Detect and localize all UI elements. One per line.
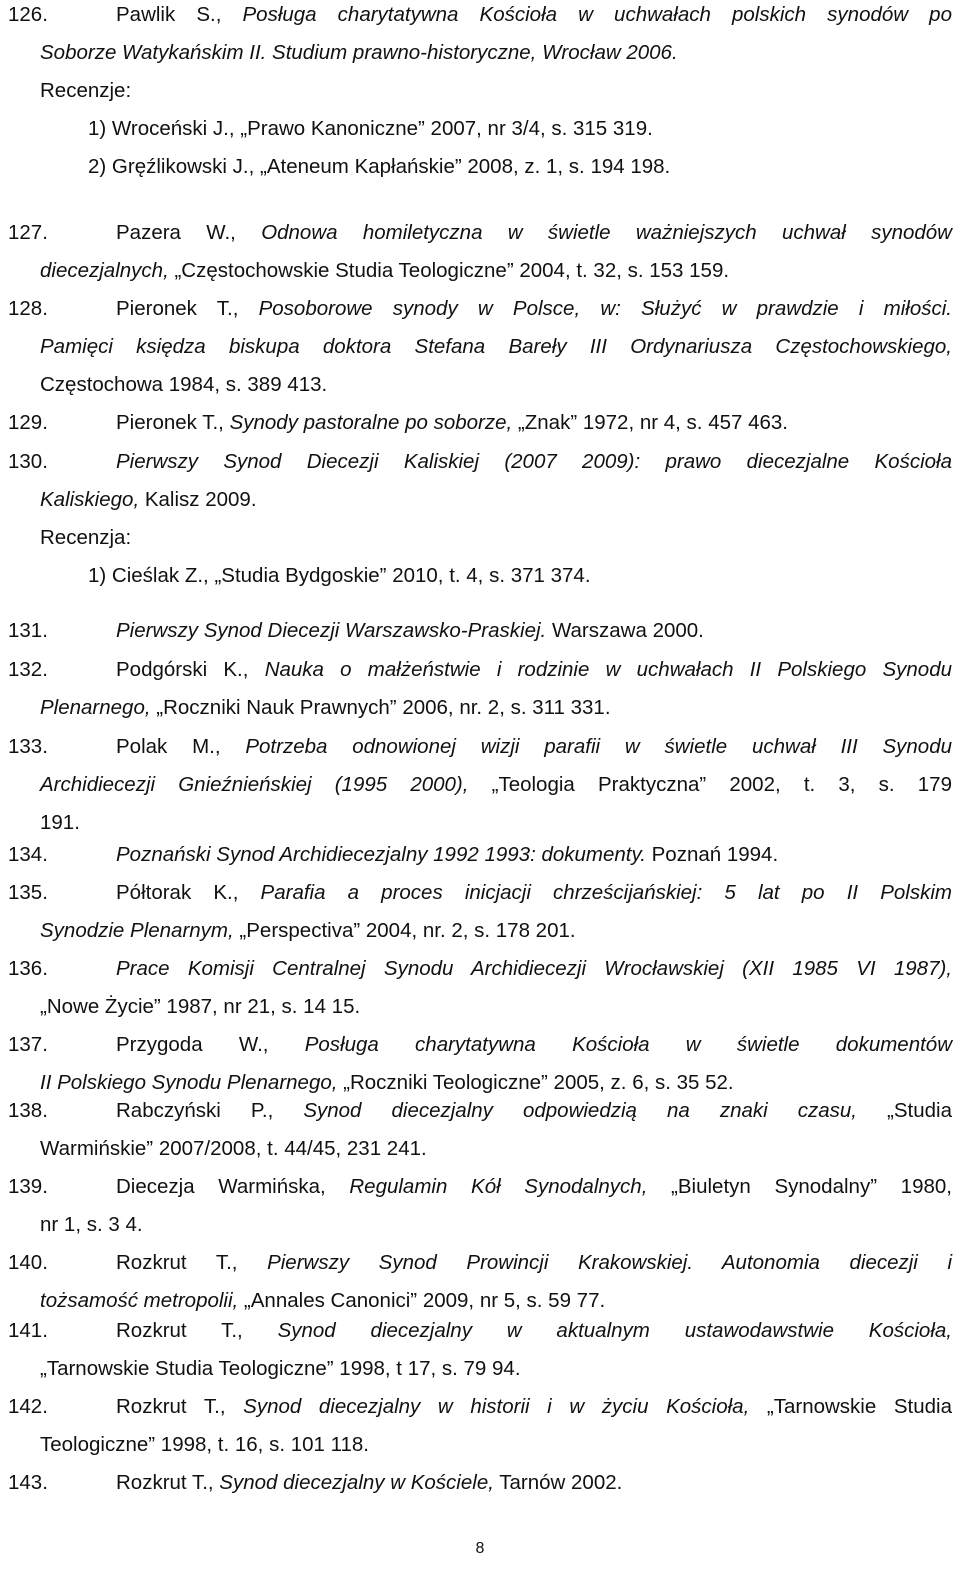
author: Przygoda W., bbox=[116, 1033, 305, 1056]
title: Pierwszy Synod Prowincji Krakowskiej. Autonomia diecezji i bbox=[267, 1251, 952, 1274]
entry-line bbox=[116, 874, 952, 912]
title: Parafia a proces inicjacji chrześcijańskiej: 5 lat po II Polskim bbox=[260, 881, 952, 904]
source: Kalisz 2009. bbox=[139, 488, 257, 511]
title: Synod diecezjalny w Kościele, bbox=[219, 1471, 494, 1494]
entry-line bbox=[116, 404, 788, 442]
entry-line: „Tarnowskie Studia Teologiczne” 1998, t 17, s. 79 94. bbox=[40, 1357, 521, 1380]
entry-line bbox=[116, 836, 778, 874]
bib-entry-133 bbox=[8, 728, 952, 842]
bib-entry-135 bbox=[8, 874, 952, 950]
source: „Perspectiva” 2004, nr. 2, s. 178 201. bbox=[233, 919, 576, 942]
entry-line bbox=[116, 1464, 622, 1502]
source: „Teologia Praktyczna” 2002, t. 3, s. 179 bbox=[468, 773, 952, 796]
author: Rozkrut T., bbox=[116, 1251, 268, 1274]
entry-line: Teologiczne” 1998, t. 16, s. 101 118. bbox=[40, 1433, 369, 1456]
author: Rozkrut T., bbox=[116, 1319, 278, 1342]
entry-line bbox=[116, 651, 952, 689]
title: Synod diecezjalny odpowiedzią na znaki czasu, bbox=[303, 1099, 857, 1122]
entry-number: 143. bbox=[8, 1471, 48, 1494]
source: Warszawa 2000. bbox=[546, 619, 704, 642]
title: Kaliskiego, bbox=[40, 488, 140, 511]
review-item: 2) Gręźlikowski J., „Ateneum Kapłańskie” 2008, z. 1, s. 194 198. bbox=[88, 155, 671, 178]
entry-number: 142. bbox=[8, 1395, 48, 1418]
entry-number: 141. bbox=[8, 1319, 48, 1342]
title: Odnowa homiletyczna w świetle ważniejszych uchwał synodów bbox=[261, 221, 952, 244]
entry-line: „Nowe Życie” 1987, nr 21, s. 14 15. bbox=[40, 995, 361, 1018]
title: Archidiecezji Gnieźnieńskiej (1995 2000), bbox=[40, 773, 469, 796]
entry-number: 136. bbox=[8, 957, 48, 980]
entry-line bbox=[40, 328, 952, 366]
author: Rabczyński P., bbox=[116, 1099, 304, 1122]
title: Pamięci księdza biskupa doktora Stefana Bareły III Ordynariusza Częstochowskiego, bbox=[40, 335, 952, 358]
bib-entry-128 bbox=[8, 290, 952, 404]
title: Synody pastoralne po soborze, bbox=[229, 411, 513, 434]
entry-line: nr 1, s. 3 4. bbox=[40, 1213, 143, 1236]
source: „Tarnowskie Studia bbox=[749, 1395, 953, 1418]
entry-number: 134. bbox=[8, 843, 48, 866]
page-number: 8 bbox=[475, 1540, 485, 1557]
bib-entry-140 bbox=[8, 1244, 952, 1320]
entry-line bbox=[116, 1244, 952, 1282]
entry-number: 139. bbox=[8, 1175, 48, 1198]
title: Potrzeba odnowionej wizji parafii w świetle uchwał III Synodu bbox=[245, 735, 953, 758]
author: Podgórski K., bbox=[116, 658, 265, 681]
entry-line bbox=[40, 766, 952, 804]
source: „Roczniki Nauk Prawnych” 2006, nr. 2, s. 311 331. bbox=[150, 696, 611, 719]
author: Rozkrut T., bbox=[116, 1395, 244, 1418]
bib-entry-134 bbox=[8, 836, 952, 874]
review-item: 1) Wroceński J., „Prawo Kanoniczne” 2007, nr 3/4, s. 315 319. bbox=[88, 117, 653, 140]
source: Tarnów 2002. bbox=[493, 1471, 623, 1494]
entry-number: 129. bbox=[8, 411, 48, 434]
title: II Polskiego Synodu Plenarnego, bbox=[40, 1071, 338, 1094]
entry-number: 131. bbox=[8, 619, 48, 642]
entry-line bbox=[40, 912, 576, 950]
entry-line bbox=[40, 252, 729, 290]
title: Synodzie Plenarnym, bbox=[40, 919, 234, 942]
review-item: 1) Cieślak Z., „Studia Bydgoskie” 2010, t. 4, s. 371 374. bbox=[88, 564, 591, 587]
entry-line: Warmińskie” 2007/2008, t. 44/45, 231 241. bbox=[40, 1137, 427, 1160]
source: „Częstochowskie Studia Teologiczne” 2004, t. 32, s. 153 159. bbox=[168, 259, 730, 282]
bib-entry-143 bbox=[8, 1464, 952, 1502]
entry-line bbox=[116, 290, 952, 328]
entry-line bbox=[116, 443, 952, 481]
entry-number: 133. bbox=[8, 735, 48, 758]
entry-line bbox=[116, 1168, 952, 1206]
title: Synod diecezjalny w aktualnym ustawodawstwie Kościoła, bbox=[277, 1319, 952, 1342]
entry-line bbox=[40, 34, 678, 72]
bib-entry-132 bbox=[8, 651, 952, 727]
bib-entry-130 bbox=[8, 443, 952, 595]
bib-entry-139 bbox=[8, 1168, 952, 1244]
entry-number: 128. bbox=[8, 297, 48, 320]
bib-entry-138 bbox=[8, 1092, 952, 1168]
entry-line bbox=[116, 1312, 952, 1350]
author: Pieronek T., bbox=[116, 411, 230, 434]
author: Rozkrut T., bbox=[116, 1471, 220, 1494]
entry-line: Częstochowa 1984, s. 389 413. bbox=[40, 373, 328, 396]
source: „Studia bbox=[856, 1099, 952, 1122]
title: Plenarnego, bbox=[40, 696, 151, 719]
bib-entry-142 bbox=[8, 1388, 952, 1464]
title: Nauka o małżeństwie i rodzinie w uchwałach II Polskiego Synodu bbox=[264, 658, 952, 681]
entry-line bbox=[116, 214, 952, 252]
entry-number: 137. bbox=[8, 1033, 48, 1056]
entry-number: 138. bbox=[8, 1099, 48, 1122]
entry-line: 191. bbox=[40, 811, 80, 834]
entry-line bbox=[116, 950, 952, 988]
bib-entry-136 bbox=[8, 950, 952, 1026]
entry-line bbox=[116, 1026, 952, 1064]
author: Pawlik S., bbox=[116, 3, 243, 26]
review-label: Recenzje: bbox=[40, 79, 132, 102]
title: tożsamość metropolii, bbox=[40, 1289, 239, 1312]
entry-number: 132. bbox=[8, 658, 48, 681]
title: Poznański Synod Archidiecezjalny 1992 1993: dokumenty. bbox=[116, 843, 646, 866]
author: Półtorak K., bbox=[116, 881, 261, 904]
entry-line bbox=[116, 728, 952, 766]
title: Synod diecezjalny w historii i w życiu Kościoła, bbox=[243, 1395, 750, 1418]
title: Prace Komisji Centralnej Synodu Archidiecezji Wrocławskiej (XII 1985 VI 1987), bbox=[116, 957, 952, 980]
review-label: Recenzja: bbox=[40, 526, 132, 549]
entry-number: 140. bbox=[8, 1251, 48, 1274]
bib-entry-127 bbox=[8, 214, 952, 290]
title: Posługa charytatywna Kościoła w świetle dokumentów bbox=[304, 1033, 952, 1056]
source: Poznań 1994. bbox=[645, 843, 779, 866]
bib-entry-141 bbox=[8, 1312, 952, 1388]
title: Pierwszy Synod Diecezji Kaliskiej (2007 2009): prawo diecezjalne Kościoła bbox=[116, 450, 952, 473]
entry-line bbox=[116, 1092, 952, 1130]
author: Pazera W., bbox=[116, 221, 262, 244]
author: Pieronek T., bbox=[116, 297, 259, 320]
entry-line bbox=[116, 612, 704, 650]
entry-line bbox=[116, 1388, 952, 1426]
title: Regulamin Kół Synodalnych, bbox=[349, 1175, 648, 1198]
entry-number: 127. bbox=[8, 221, 48, 244]
title: Pierwszy Synod Diecezji Warszawsko-Praskiej. bbox=[116, 619, 547, 642]
entry-line bbox=[40, 689, 611, 727]
bib-entry-129 bbox=[8, 404, 952, 442]
title: Posoborowe synody w Polsce, w: Służyć w prawdzie i miłości. bbox=[258, 297, 952, 320]
entry-line bbox=[116, 0, 952, 34]
entry-number: 130. bbox=[8, 450, 48, 473]
source: „Roczniki Teologiczne” 2005, z. 6, s. 35 52. bbox=[337, 1071, 734, 1094]
bib-entry-126 bbox=[8, 0, 952, 186]
entry-number: 126. bbox=[8, 3, 48, 26]
author: Diecezja Warmińska, bbox=[116, 1175, 350, 1198]
title: diecezjalnych, bbox=[40, 259, 169, 282]
entry-number: 135. bbox=[8, 881, 48, 904]
bib-entry-137 bbox=[8, 1026, 952, 1102]
entry-line bbox=[40, 481, 257, 519]
source: „Biuletyn Synodalny” 1980, bbox=[647, 1175, 952, 1198]
author: Polak M., bbox=[116, 735, 246, 758]
source: „Znak” 1972, nr 4, s. 457 463. bbox=[512, 411, 788, 434]
title: Posługa charytatywna Kościoła w uchwałach polskich synodów po bbox=[242, 3, 952, 26]
source: „Annales Canonici” 2009, nr 5, s. 59 77. bbox=[238, 1289, 606, 1312]
title: Soborze Watykańskim II. Studium prawno-historyczne, Wrocław 2006. bbox=[40, 41, 678, 64]
bib-entry-131 bbox=[8, 612, 952, 650]
